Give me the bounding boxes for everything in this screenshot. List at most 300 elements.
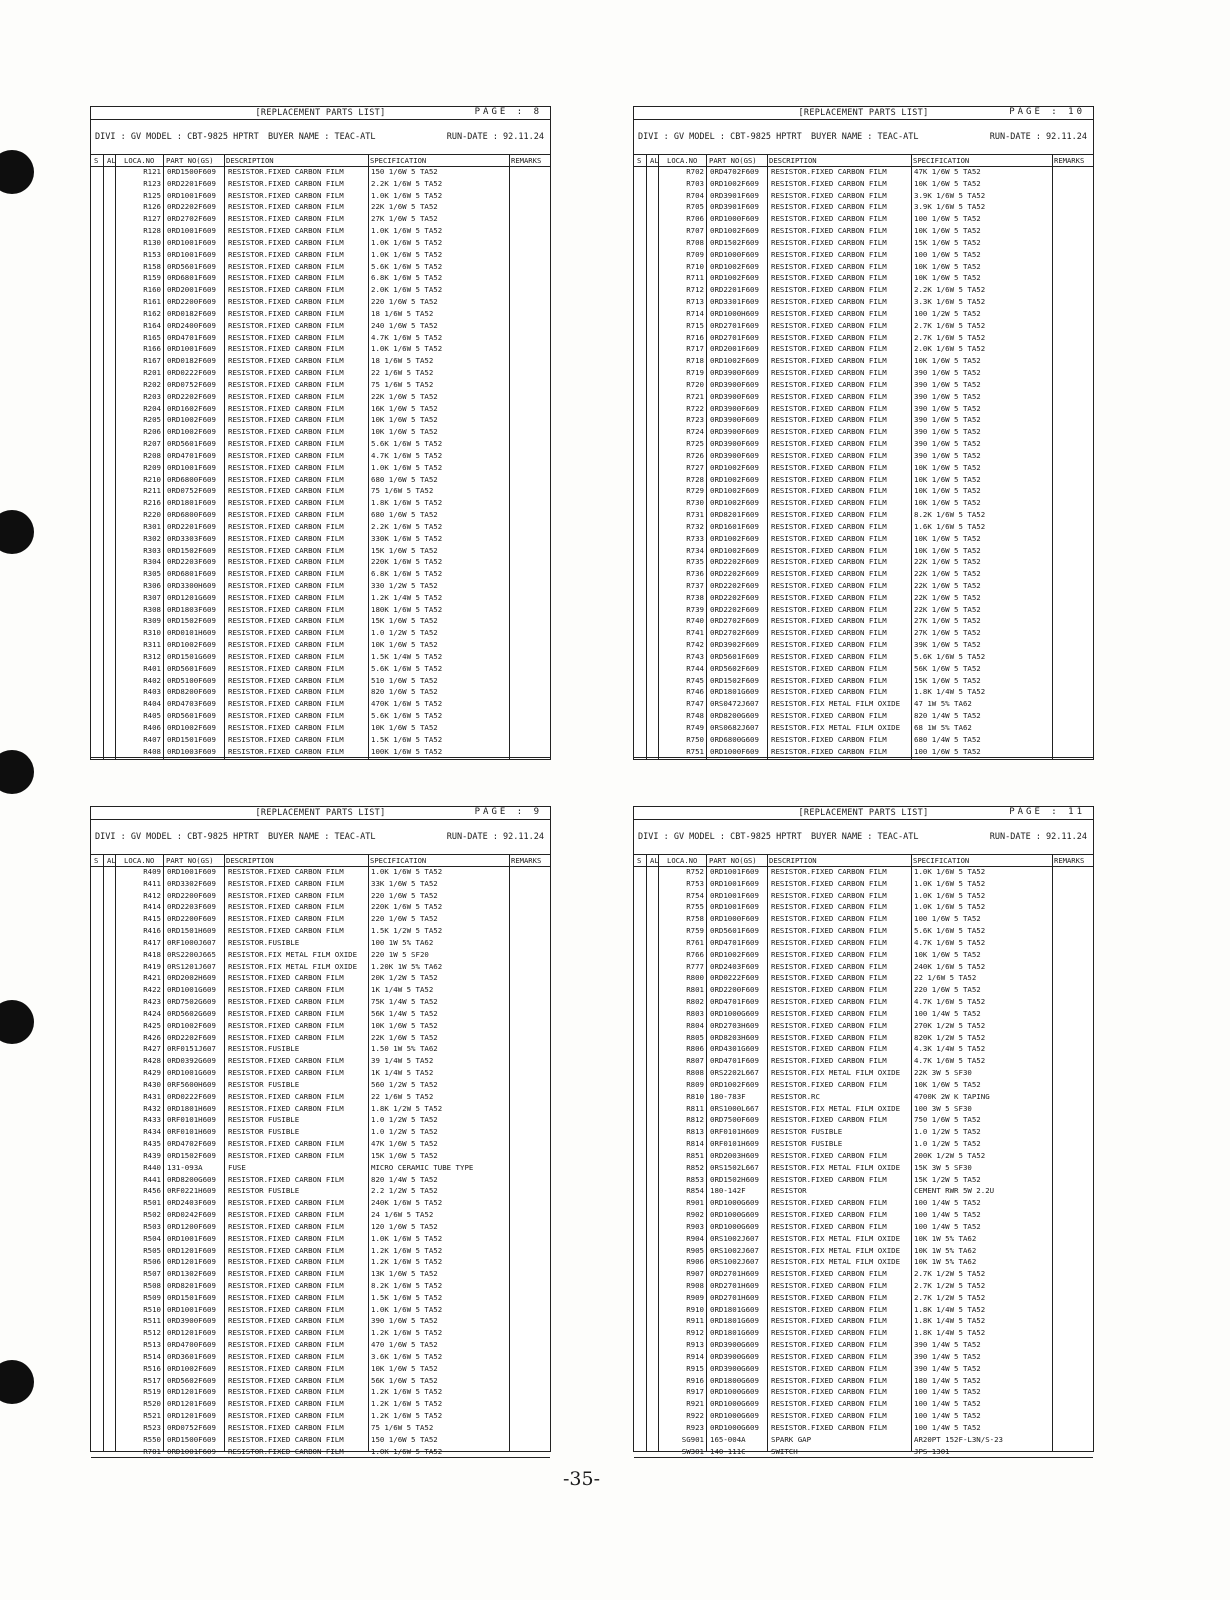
loca-no: R423 [143,997,161,1007]
specification: 100 1/4W 5 TA52 [914,1008,981,1018]
part-no: 0RD5601F609 [167,439,216,449]
table-row [91,580,550,592]
loca-no: R904 [686,1233,704,1243]
table-row [634,866,1093,878]
loca-no: R201 [143,368,161,378]
loca-no: R306 [143,580,161,590]
description: RESISTOR.FIXED CARBON FILM [771,308,887,318]
table-row [634,1197,1093,1209]
part-no: 0RD2203F609 [167,557,216,567]
part-no: 0RD3301F609 [710,297,759,307]
loca-no: R737 [686,580,704,590]
specification: 390 1/4W 5 TA52 [914,1351,981,1361]
table-row [91,925,550,937]
specification: 100 1/6W 5 TA52 [914,746,981,756]
specification: 47K 1/6W 5 TA52 [371,1139,438,1149]
loca-no: R506 [143,1257,161,1267]
header-description: DESCRIPTION [769,856,817,865]
specification: 3.9K 1/6W 5 TA52 [914,190,986,200]
loca-no: R304 [143,557,161,567]
specification: 10K 1/6W 5 TA52 [371,640,438,650]
loca-no: R521 [143,1411,161,1421]
specification: 510 1/6W 5 TA52 [371,675,438,685]
table-row [634,343,1093,355]
description: RESISTOR.FIXED CARBON FILM [771,273,887,283]
loca-no: R305 [143,569,161,579]
part-no: 0RD1000F609 [710,746,759,756]
description: RESISTOR.FIX METAL FILM OXIDE [771,1245,901,1255]
part-no: 0RD1002F609 [167,427,216,437]
loca-no: R709 [686,249,704,259]
specification: 1.0K 1/6W 5 TA52 [914,878,986,888]
specification: 560 1/2W 5 TA52 [371,1079,438,1089]
description: RESISTOR.FIXED CARBON FILM [771,462,887,472]
part-no: 0RD1002F609 [167,415,216,425]
specification: 22K 1/6W 5 TA52 [371,202,438,212]
table-row [91,1091,550,1103]
table-row [634,890,1093,902]
part-no: 0RD0222F609 [710,973,759,983]
loca-no: R906 [686,1257,704,1267]
table-row [634,485,1093,497]
part-no: 0RS0682J607 [710,722,759,732]
part-no: 0RD8201F609 [710,510,759,520]
part-no: 180-783F [710,1091,746,1101]
part-no: 131-093A [167,1162,203,1172]
loca-no: R403 [143,687,161,697]
loca-no: R812 [686,1115,704,1125]
description: RESISTOR.FIXED CARBON FILM [771,890,887,900]
part-no: 0RD1502F609 [710,237,759,247]
part-no: 0RD1000G609 [710,1008,759,1018]
table-row [634,190,1093,202]
table-row [634,627,1093,639]
loca-no: R758 [686,914,704,924]
description: RESISTOR.FUSIBLE [228,937,300,947]
part-no: 0RD3302F609 [167,878,216,888]
description: RESISTOR.FIXED CARBON FILM [228,178,344,188]
part-no: 0RS1502L667 [710,1162,759,1172]
description: RESISTOR.FIXED CARBON FILM [228,462,344,472]
loca-no: R801 [686,985,704,995]
table-row [634,308,1093,320]
specification: 5.6K 1/6W 5 TA52 [371,663,443,673]
table-row [634,937,1093,949]
table-row [634,925,1093,937]
table-row [91,949,550,961]
table-row [91,1032,550,1044]
specification: 10K 1/6W 5 TA52 [914,462,981,472]
specification: 680 1/6W 5 TA52 [371,510,438,520]
table-row [634,533,1093,545]
description: RESISTOR.RC [771,1091,820,1101]
part-no: 0RD1001F609 [167,1233,216,1243]
table-row [634,284,1093,296]
table-row [634,462,1093,474]
part-no: 0RD1500F609 [167,1434,216,1444]
description: RESISTOR.FIXED CARBON FILM [771,867,887,876]
specification: 16K 1/6W 5 TA52 [371,403,438,413]
part-no: 0RD2200F609 [167,914,216,924]
description: RESISTOR.FIXED CARBON FILM [228,391,344,401]
table-row [634,379,1093,391]
loca-no: R520 [143,1399,161,1409]
model-info: DIVI : GV MODEL : CBT-9825 HPTRT [95,132,259,142]
loca-no: R761 [686,937,704,947]
specification: 220 1/6W 5 TA52 [371,914,438,924]
part-no: 0RD5602F609 [710,663,759,673]
specification: 39K 1/6W 5 TA52 [914,640,981,650]
loca-no: R922 [686,1411,704,1421]
description: RESISTOR.FIXED CARBON FILM [228,1351,344,1361]
description: RESISTOR FUSIBLE [771,1127,843,1137]
part-no: 0RD2701H609 [710,1280,759,1290]
part-no: 0RD0222F609 [167,1091,216,1101]
part-no: 0RD1002F609 [710,949,759,959]
table-row [634,592,1093,604]
description: RESISTOR.FIXED CARBON FILM [228,297,344,307]
header-description: DESCRIPTION [226,856,274,865]
header-s: S [637,856,642,865]
description: RESISTOR.FIXED CARBON FILM [771,1351,887,1361]
description: RESISTOR.FIXED CARBON FILM [228,202,344,212]
part-no: 0RD1201F609 [167,1411,216,1421]
loca-no: R206 [143,427,161,437]
punch-hole [0,750,34,794]
specification: 1.2K 1/6W 5 TA52 [371,1328,443,1338]
description: RESISTOR.FIXED CARBON FILM [771,926,887,936]
part-no: 0RD1001F609 [167,237,216,247]
loca-no: R505 [143,1245,161,1255]
loca-no: R418 [143,949,161,959]
table-row [634,1126,1093,1138]
description: RESISTOR.FIXED CARBON FILM [771,628,887,638]
specification: 680 1/6W 5 TA52 [371,474,438,484]
specification: 2.2K 1/6W 5 TA52 [371,178,443,188]
table-row [634,497,1093,509]
loca-no: R523 [143,1422,161,1432]
part-no: 0RD3901F609 [710,190,759,200]
description: RESISTOR.FIXED CARBON FILM [228,214,344,224]
run-date: RUN-DATE : 92.11.24 [989,832,1087,842]
parts-table [91,866,550,1458]
part-no: 0RD1201F609 [167,1257,216,1267]
table-row [634,509,1093,521]
loca-no: R517 [143,1375,161,1385]
description: RESISTOR.FIXED CARBON FILM [228,368,344,378]
part-no: 0RD2002H609 [167,973,216,983]
specification: 5.6K 1/6W 5 TA52 [914,926,986,936]
table-row [91,497,550,509]
part-no: 0RD0752F609 [167,486,216,496]
part-no: 0RD1801G609 [710,1304,759,1314]
part-no: 0RD1002F609 [710,178,759,188]
part-no: 0RD4700F609 [167,1340,216,1350]
description: RESISTOR.FIXED CARBON FILM [228,379,344,389]
loca-no: R917 [686,1387,704,1397]
header-description: DESCRIPTION [226,156,274,165]
loca-no: R907 [686,1269,704,1279]
specification: 47 1W 5% TA62 [914,699,972,709]
description: RESISTOR.FIXED CARBON FILM [771,533,887,543]
parts-list-page [633,106,1094,760]
specification: 1.0 1/2W 5 TA52 [914,1127,981,1137]
specification: 1.5K 1/6W 5 TA52 [371,1292,443,1302]
specification: 390 1/4W 5 TA52 [914,1363,981,1373]
table-row [634,1398,1093,1410]
description: RESISTOR.FIXED CARBON FILM [771,344,887,354]
loca-no: R424 [143,1008,161,1018]
specification: 22K 1/6W 5 TA52 [371,1032,438,1042]
loca-no: R723 [686,415,704,425]
table-row [91,450,550,462]
table-row [91,734,550,746]
loca-no: R509 [143,1292,161,1302]
loca-no: R160 [143,285,161,295]
description: RESISTOR.FIXED CARBON FILM [771,190,887,200]
table-row [634,1103,1093,1115]
loca-no: R733 [686,533,704,543]
specification: 100 1W 5% TA62 [371,937,434,947]
description: RESISTOR.FIXED CARBON FILM [228,628,344,638]
specification: 1.0K 1/6W 5 TA52 [371,249,443,259]
specification: 820K 1/2W 5 TA52 [914,1032,986,1042]
part-no: 0RD2202F609 [167,202,216,212]
part-no: 0RD1000G609 [710,1422,759,1432]
description: RESISTOR.FIXED CARBON FILM [771,746,887,756]
description: RESISTOR.FIXED CARBON FILM [228,722,344,732]
table-row [634,698,1093,710]
specification: 22K 1/6W 5 TA52 [914,569,981,579]
loca-no: R809 [686,1079,704,1089]
description: RESISTOR.FIXED CARBON FILM [771,1269,887,1279]
loca-no: R706 [686,214,704,224]
description: RESISTOR.FIXED CARBON FILM [228,1434,344,1444]
description: RESISTOR.FIXED CARBON FILM [228,273,344,283]
description: RESISTOR.FIXED CARBON FILM [771,391,887,401]
table-row [91,1233,550,1245]
loca-no: R519 [143,1387,161,1397]
part-no: 0RD2202F609 [167,1032,216,1042]
table-row [634,1114,1093,1126]
description: RESISTOR.FIXED CARBON FILM [228,1008,344,1018]
table-row [91,1055,550,1067]
header-remarks: REMARKS [511,156,542,165]
description: RESISTOR.FIXED CARBON FILM [771,604,887,614]
loca-no: R425 [143,1020,161,1030]
loca-no: R166 [143,344,161,354]
table-row [91,866,550,878]
table-row [91,1386,550,1398]
part-no: 0RD1000G609 [710,1210,759,1220]
part-no: 0RD3900F609 [710,391,759,401]
table-row [634,972,1093,984]
specification: 75K 1/4W 5 TA52 [371,997,438,1007]
loca-no: R814 [686,1139,704,1149]
part-no: 0RD0182F609 [167,308,216,318]
table-row [634,1422,1093,1434]
part-no: 0RD2702F609 [167,214,216,224]
specification: 200K 1/2W 5 TA52 [914,1150,986,1160]
part-no: 0RS1201J607 [167,961,216,971]
specification: 15K 1/6W 5 TA52 [371,545,438,555]
table-row [634,1339,1093,1351]
loca-no: R409 [143,867,161,876]
run-date: RUN-DATE : 92.11.24 [446,832,544,842]
table-row [634,961,1093,973]
part-no: 0RD1002F609 [167,1020,216,1030]
part-no: 0RD1801G609 [710,687,759,697]
header-specification: SPECIFICATION [913,856,970,865]
specification: 68 1W 5% TA62 [914,722,972,732]
loca-no: R434 [143,1127,161,1137]
part-no: 0RD2701F609 [710,332,759,342]
specification: AR20PT 152F-L3N/S-23 [914,1434,1003,1444]
specification: 390 1/6W 5 TA52 [371,1316,438,1326]
description: RESISTOR.FIXED CARBON FILM [771,1056,887,1066]
description: RESISTOR.FIXED CARBON FILM [228,711,344,721]
description: RESISTOR.FIXED CARBON FILM [228,1139,344,1149]
specification: 330 1/2W 5 TA52 [371,580,438,590]
loca-no: R164 [143,320,161,330]
table-row [634,686,1093,698]
loca-no: R127 [143,214,161,224]
loca-no: R908 [686,1280,704,1290]
specification: 10K 1/6W 5 TA52 [914,226,981,236]
loca-no: R433 [143,1115,161,1125]
loca-no: R742 [686,640,704,650]
specification: 1.0 1/2W 5 TA52 [371,628,438,638]
part-no: 0RD8200F609 [167,687,216,697]
table-row [91,1422,550,1434]
table-row [91,878,550,890]
table-row [91,686,550,698]
header-part: PART NO(GS) [166,156,214,165]
description: RESISTOR.FIXED CARBON FILM [228,1280,344,1290]
loca-no: R913 [686,1340,704,1350]
loca-no: R751 [686,746,704,756]
loca-no: R759 [686,926,704,936]
table-row [91,663,550,675]
part-no: 0RD5601F609 [710,926,759,936]
header-s: S [637,156,642,165]
part-no: 0RD1501F609 [167,734,216,744]
specification: 1.2K 1/4W 5 TA52 [371,592,443,602]
loca-no: R158 [143,261,161,271]
description: RESISTOR.FIXED CARBON FILM [228,521,344,531]
loca-no: R727 [686,462,704,472]
part-no: 0RS1002J607 [710,1257,759,1267]
table-row [91,1256,550,1268]
loca-no: R712 [686,285,704,295]
table-row [634,1233,1093,1245]
table-row [91,355,550,367]
part-no: 0RD2203F609 [167,902,216,912]
description: RESISTOR.FIXED CARBON FILM [228,985,344,995]
loca-no: R730 [686,498,704,508]
description: RESISTOR.FIXED CARBON FILM [228,1068,344,1078]
loca-no: R902 [686,1210,704,1220]
table-row [91,1363,550,1375]
description: RESISTOR.FIXED CARBON FILM [771,1044,887,1054]
table-row [91,996,550,1008]
specification: 390 1/6W 5 TA52 [914,379,981,389]
description: RESISTOR.FIXED CARBON FILM [771,297,887,307]
loca-no: R703 [686,178,704,188]
specification: 2.7K 1/2W 5 TA52 [914,1280,986,1290]
part-no: 0RD1000G609 [710,1411,759,1421]
specification: 75 1/6W 5 TA52 [371,486,434,496]
specification: 220 1/6W 5 TA52 [914,985,981,995]
table-row [91,722,550,734]
table-row [91,1304,550,1316]
description: RESISTOR FUSIBLE [228,1115,300,1125]
description: RESISTOR.FIXED CARBON FILM [228,1292,344,1302]
loca-no: R743 [686,651,704,661]
loca-no: R128 [143,226,161,236]
loca-no: R303 [143,545,161,555]
table-row [91,1138,550,1150]
description: RESISTOR.FIXED CARBON FILM [228,592,344,602]
part-no: 0RD1501H609 [167,926,216,936]
specification: 4.7K 1/6W 5 TA52 [914,937,986,947]
punch-hole [0,1000,34,1044]
loca-no: R911 [686,1316,704,1326]
description: RESISTOR.FIXED CARBON FILM [771,167,887,176]
model-info: DIVI : GV MODEL : CBT-9825 HPTRT [638,832,802,842]
table-row [634,984,1093,996]
table-row [91,403,550,415]
description: RESISTOR.FIXED CARBON FILM [771,1032,887,1042]
part-no: 0RD1002F609 [710,462,759,472]
table-row [91,391,550,403]
description: RESISTOR.FIXED CARBON FILM [771,285,887,295]
part-no: 0RD1002F609 [710,545,759,555]
specification: 10K 1/6W 5 TA52 [914,498,981,508]
description: RESISTOR.FIXED CARBON FILM [228,1363,344,1373]
part-no: 0RD3900F609 [710,403,759,413]
table-row [91,556,550,568]
loca-no: R511 [143,1316,161,1326]
description: RESISTOR.FIXED CARBON FILM [771,1008,887,1018]
part-no: 0RS2200J665 [167,949,216,959]
loca-no: R507 [143,1269,161,1279]
loca-no: R923 [686,1422,704,1432]
run-date: RUN-DATE : 92.11.24 [989,132,1087,142]
loca-no: R432 [143,1103,161,1113]
description: RESISTOR.FIXED CARBON FILM [228,249,344,259]
loca-no: R715 [686,320,704,330]
table-row [91,1410,550,1422]
parts-table [91,166,550,758]
specification: 10K 1/6W 5 TA52 [914,261,981,271]
description: RESISTOR.FIXED CARBON FILM [228,580,344,590]
part-no: 0RS0472J607 [710,699,759,709]
specification: 1.8K 1/2W 5 TA52 [371,1103,443,1113]
specification: 15K 3W 5 SF30 [914,1162,972,1172]
loca-no: R735 [686,557,704,567]
part-no: 0RD8200G609 [167,1174,216,1184]
loca-no: R207 [143,439,161,449]
specification: 390 1/6W 5 TA52 [914,391,981,401]
table-row [91,1067,550,1079]
specification: 8.2K 1/6W 5 TA52 [914,510,986,520]
specification: 10K 1/6W 5 TA52 [371,722,438,732]
part-no: 0RD3601F609 [167,1351,216,1361]
loca-no: R800 [686,973,704,983]
table-row [91,604,550,616]
description: RESISTOR.FIXED CARBON FILM [228,675,344,685]
